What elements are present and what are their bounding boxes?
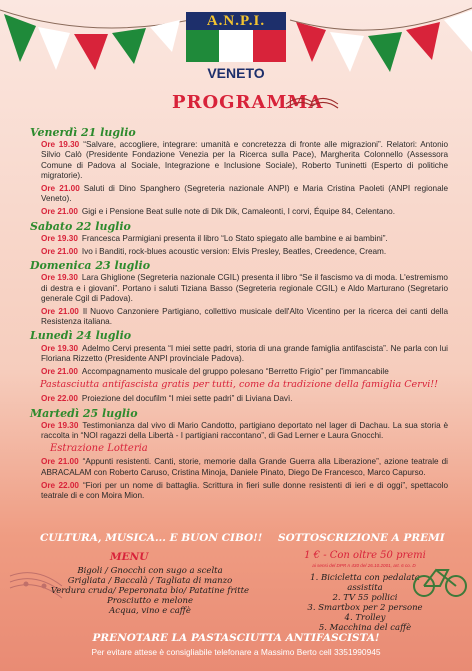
event-time: Ore 21.00 — [41, 184, 80, 194]
event-time: Ore 19.30 — [41, 343, 79, 353]
menu-item: Verdura cruda/ Peperonata bio/ Patatine fritte — [50, 586, 250, 596]
event-text: Gigi e i Pensione Beat sulle note di Dik Dik, Camaleonti, I corvi, Équipe 84, Celentano. — [81, 207, 395, 217]
day-heading: Lunedì 24 luglio — [30, 329, 132, 343]
event-text: Accompagnamento musicale del gruppo polesano “Berretto Frigio” per l'immancabile — [81, 367, 389, 377]
prize-item: 4. Trolley — [344, 613, 386, 623]
event — [41, 184, 448, 204]
event — [41, 207, 448, 217]
day-heading: Martedì 25 luglio — [30, 406, 138, 420]
event-text: “Salvare, accogliere, integrare: umanità e concretezza di fronte alle migrazioni”. Relatori: Antonio Silvio Calò (Presidente Fondazione Venezia per la Ricerca sulla Pace), Margherita Colonnello (Assessora Comune di Padova al Sociale, Integrazione e Inclusione Sociale), Roberto Tuninetti (Esperto di politiche migratorie). — [41, 140, 448, 180]
menu-list — [40, 566, 260, 616]
raffle-price: 1 € - Con oltre 50 premi — [304, 550, 426, 561]
event-time: Ore 19.30 — [41, 273, 78, 283]
event-text: “Fiori per un nome di battaglia. Scrittura in fieri sulle donne resistenti di ieri e di oggi”, spettacolo teatrale di e con Moira Mion. — [41, 480, 448, 501]
logo-region: VENETO — [207, 65, 265, 81]
event-text: “Appunti resistenti. Canti, storie, memorie dalla Grande Guerra alla Liberazione”, azione teatrale di ABRACALAM con Roberto Caruso, Cristina Minoja, Daniele Pinato, Diego De Francesco, Marco Capurso. — [41, 457, 448, 477]
special-announcement: Pastasciutta antifascista gratis per tutti, come da tradizione della famiglia Cervi!! — [39, 379, 439, 391]
event-time: Ore 19.30 — [41, 420, 79, 430]
bicycle-icon — [412, 556, 468, 600]
menu-item: Prosciutto e melone — [106, 596, 194, 606]
event-time: Ore 19.30 — [41, 140, 80, 150]
menu-item: Grigliata / Baccalà / Tagliata di manzo — [67, 576, 233, 586]
day-heading: Venerdì 21 luglio — [30, 126, 136, 139]
contact-footer: Per evitare attese è consigliabile telefonare a Massimo Berto cell 3351990945 — [91, 647, 381, 657]
booking-banner: PRENOTARE LA PASTASCIUTTA ANTIFASCISTA! — [92, 632, 380, 644]
day-heading: Sabato 22 luglio — [30, 219, 131, 233]
prize-item: 5. Macchina del caffè — [318, 623, 412, 633]
event — [41, 247, 448, 257]
book-icon — [282, 84, 342, 116]
event-time: Ore 21.00 — [41, 247, 78, 257]
event-text: Lara Ghiglione (Segreteria nazionale CGIL) presenta il libro “Se il fascismo va di moda. L'estremismo di destra e i giovani”. Portano i saluti Tiziana Basso (Segreteria regionale CGIL) e Aldo Marturano (Segretario generale Cgil di Padova). — [41, 273, 448, 303]
lottery-announcement: Estrazione Lotteria — [50, 443, 148, 455]
event-time: Ore 21.00 — [41, 207, 78, 217]
menu-item: Acqua, vino e caffè — [109, 606, 191, 616]
event-text: Proiezione del docufilm “I miei sette padri” di Liviana Davì. — [81, 394, 293, 404]
event-text: Ivo i Banditi, rock-blues acoustic version: Elvis Presley, Beatles, Creedence, Cream. — [81, 247, 387, 257]
event — [41, 481, 448, 501]
event-time: Ore 22.00 — [41, 480, 79, 490]
anpi-logo — [186, 12, 286, 81]
event-text: Adelmo Cervi presenta “I miei sette padri, storia di una grande famiglia antifascista”. Ne parla con lui Floriana Rizzetto (Presidente ANPI provinciale Padova). — [41, 343, 448, 363]
event-time: Ore 22.00 — [41, 394, 78, 404]
event-time: Ore 21.00 — [41, 367, 78, 377]
event — [41, 307, 448, 327]
event — [41, 421, 448, 441]
day-heading: Domenica 23 luglio — [30, 259, 151, 273]
event-text: Francesca Parmigiani presenta il libro “Lo Stato spiegato alle bambine e ai bambini”. — [81, 233, 388, 243]
prize-item: 1. Bicicletta con pedalata assistita — [310, 573, 420, 593]
event-time: Ore 21.00 — [41, 307, 79, 317]
menu-item: Bigoli / Gnocchi con sugo a scelta — [77, 566, 223, 576]
culture-heading: CULTURA, MUSICA... E BUON CIBO!! — [40, 532, 263, 544]
programme-list — [30, 124, 448, 504]
event — [41, 273, 448, 304]
event — [41, 457, 448, 477]
event-time: Ore 19.30 — [41, 233, 78, 243]
logo-flag-icon — [186, 30, 286, 62]
prize-item: 3. Smartbox per 2 persone — [307, 603, 423, 613]
event — [41, 234, 448, 244]
event-text: Saluti di Dino Spanghero (Segreteria nazionale ANPI) e Maria Cristina Paoleti (ANPI regionale Veneto). — [41, 184, 448, 204]
logo-title: A.N.P.I. — [186, 12, 286, 30]
event — [41, 394, 448, 404]
event-text: Testimonianza dal vivo di Mario Candotto, partigiano deportato nel lager di Dachau. La sua storia è raccolta in “NOI ragazzi della Libertà - I partigiani raccontano”, di Gad Lerner e Laura Gnocchi. — [41, 420, 449, 441]
raffle-heading: SOTTOSCRIZIONE A PREMI — [278, 532, 445, 544]
prize-list — [300, 573, 430, 633]
menu-title: MENU — [110, 551, 149, 563]
event — [41, 140, 448, 181]
event-time: Ore 21.00 — [41, 457, 79, 467]
page-title: PROGRAMMA — [172, 92, 324, 113]
event — [41, 367, 448, 377]
raffle-legal-note: ai sensi del DPR n 430 del 26.10.2001, art. 6 co. D — [312, 563, 416, 568]
prize-item: 2. TV 55 pollici — [332, 593, 398, 603]
event-text: Il Nuovo Canzoniere Partigiano, collettivo musicale dell'Alto Vicentino per la ricerca dei canti della Resistenza italiana. — [41, 307, 448, 327]
event — [41, 344, 448, 364]
